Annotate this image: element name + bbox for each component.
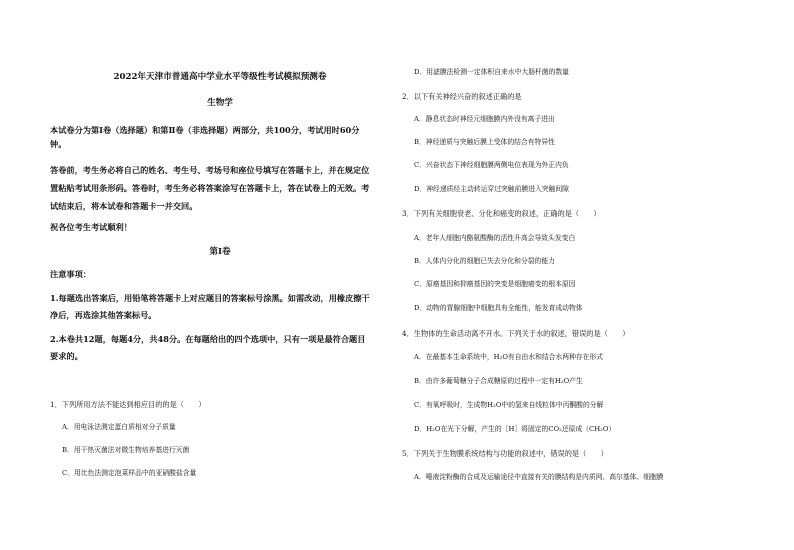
notes-title: 注意事项： — [50, 269, 91, 279]
intro-line-1: 本试卷分为第Ⅰ卷（选择题）和第Ⅱ卷（非选择题）两部分，共100分，考试用时60分 — [50, 125, 360, 135]
q3-stem: 3．下列有关细胞衰老、分化和癌变的叙述，正确的是（ ） — [402, 209, 601, 218]
q4-option-a: A．在最基本生命系统中，H₂O有自由水和结合水两种存在形式 — [414, 353, 604, 361]
exam-title: 2022年天津市普通高中学业水平等级性考试模拟预测卷 — [113, 72, 327, 82]
instructions-line-1: 答卷前，考生务必将自己的姓名、考生号、考场号和座位号填写在答题卡上，并在规定位 — [50, 165, 370, 175]
q4-option-c: C．有氧呼吸时，生成物H₂O中的氢来自线粒体中丙酮酸的分解 — [414, 401, 604, 409]
q2-stem: 2．以下有关神经兴奋的叙述正确的是 — [402, 92, 522, 101]
q4-stem: 4．生物体的生命活动离不开水。下列关于水的叙述，错误的是（ ） — [402, 329, 630, 338]
subject-title: 生物学 — [207, 98, 233, 108]
instructions-line-3: 试结束后，将本试卷和答题卡一并交回。 — [50, 201, 198, 211]
q5-stem: 5．下列关于生物膜系统结构与功能的叙述中，错误的是（ ） — [402, 449, 608, 458]
q2-option-d: D．神经递质经主动转运穿过突触前膜进入突触间隙 — [414, 185, 569, 193]
q3-option-a: A．老年人细胞内酪氨酸酶的活性升高会导致头发变白 — [414, 234, 576, 242]
q3-option-c: C．原癌基因和抑癌基因的突变是细胞癌变的根本原因 — [414, 280, 576, 288]
note2-line-1: 2.本卷共12题，每题4分，共48分。在每题给出的四个选项中，只有一项是最符合题目 — [50, 334, 366, 344]
instructions-line-2: 置粘贴考试用条形码。答卷时，考生务必将答案涂写在答题卡上，答在试卷上的无效。考 — [50, 183, 370, 193]
q3-option-b: B．人体内分化的细胞已失去分化和分裂的能力 — [414, 257, 555, 265]
q1-option-c: C．用比色法测定泡菜样品中的亚硝酸盐含量 — [62, 469, 197, 477]
q4-option-b: B．由许多葡萄糖分子合成糖原的过程中一定有H₂O产生 — [414, 377, 583, 385]
q5-option-a: A．唾液淀粉酶的合成及运输途径中直接有关的膜结构是内质网、高尔基体、细胞膜 — [414, 473, 664, 481]
q3-option-d: D．动物的胃腺细胞中细胞具有全能性，能发育成动物体 — [414, 304, 583, 312]
wish-text: 祝各位考生考试顺利！ — [50, 222, 132, 232]
intro-line-2: 钟。 — [50, 139, 67, 149]
q1-stem: 1．下列所用方法不能达到相应目的的是（ ） — [50, 400, 206, 409]
note2-line-2: 要求的。 — [50, 351, 83, 361]
note1-line-2: 净后，再选涂其他答案标号。 — [50, 310, 157, 320]
note1-line-1: 1.每题选出答案后，用铅笔将答题卡上对应题目的答案标号涂黑。如需改动，用橡皮擦干 — [50, 293, 370, 303]
q2-option-b: B．神经递质与突触后膜上受体的结合有特异性 — [414, 138, 555, 146]
q2-option-c: C．兴奋状态下神经细胞膜两侧电位表现为外正内负 — [414, 161, 569, 169]
q2-option-a: A．静息状态时神经元细胞膜内外没有离子进出 — [414, 115, 555, 123]
part-title: 第Ⅰ卷 — [209, 247, 231, 257]
q1-option-b: B．用干热灭菌法对微生物培养基进行灭菌 — [62, 446, 190, 454]
q1-option-d: D．用滤膜法检测一定体积自来水中大肠杆菌的数量 — [414, 68, 569, 76]
q4-option-d: D．H₂O在光下分解，产生的［H］将固定的CO₂还原成（CH₂O） — [414, 425, 616, 433]
q1-option-a: A．用电泳法测定蛋白质相对分子质量 — [62, 423, 176, 431]
